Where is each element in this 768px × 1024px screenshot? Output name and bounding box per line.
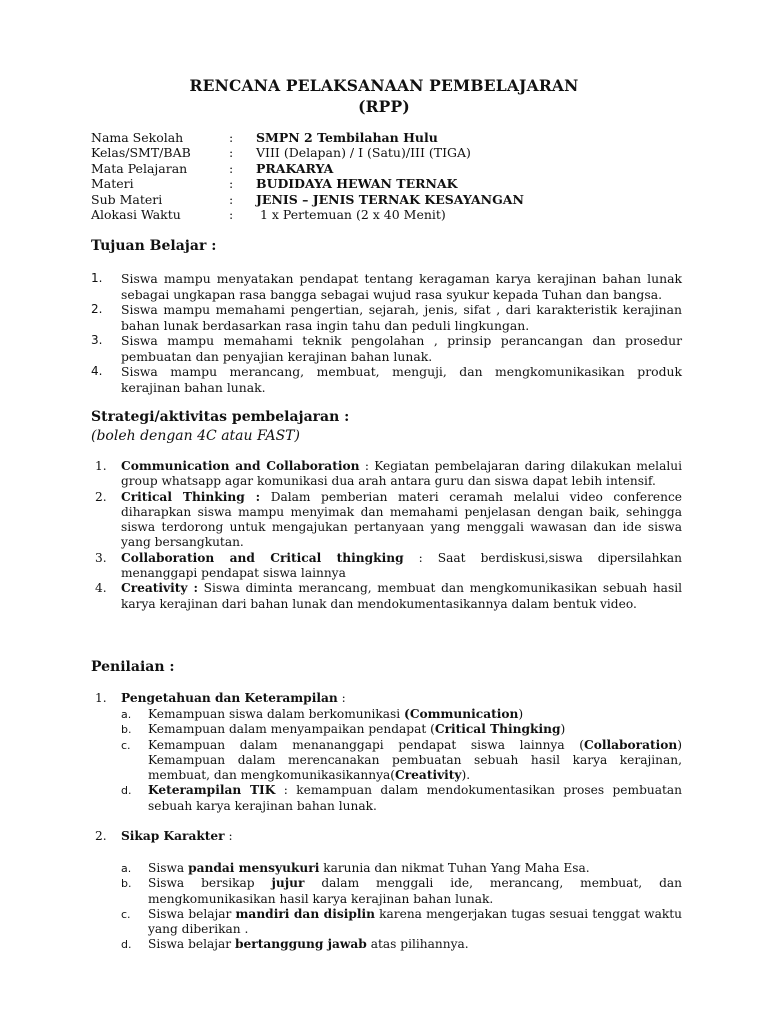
list-item bbox=[91, 581, 682, 612]
list-number: 3. bbox=[91, 333, 103, 347]
list-number: 4. bbox=[91, 364, 103, 378]
list-bold-text: Creativity : bbox=[121, 581, 198, 596]
list-text: karena mengerjakan tugas sesuai tenggat waktu yang diberikan . bbox=[148, 906, 682, 937]
section-subheading-strategi: (boleh dengan 4C atau FAST) bbox=[91, 428, 300, 444]
identity-row bbox=[91, 176, 524, 191]
list-number: 1. bbox=[95, 691, 107, 705]
list-text: Kemampuan dalam menananggapi pendapat siswa lainnya ( bbox=[148, 737, 585, 752]
identity-row bbox=[91, 130, 524, 145]
identity-row bbox=[91, 207, 524, 222]
list-bold-text: pandai mensyukuri bbox=[188, 861, 320, 875]
section-title-wrap bbox=[121, 691, 346, 706]
list-text: Kemampuan siswa dalam berkomunikasi bbox=[148, 707, 405, 721]
document-subtitle: (RPP) bbox=[358, 97, 410, 116]
list-bold-text: mandiri dan disiplin bbox=[235, 906, 375, 921]
list-bold-text: Collaboration and Critical thingking bbox=[121, 550, 404, 565]
list-number: 3. bbox=[95, 550, 107, 565]
identity-colon: : bbox=[229, 206, 234, 222]
section-heading-tujuan: Tujuan Belajar : bbox=[91, 238, 217, 254]
list-text: ) bbox=[518, 707, 524, 721]
list-text: karunia dan nikmat Tuhan Yang Maha Esa. bbox=[319, 861, 590, 875]
list-item bbox=[91, 459, 682, 490]
identity-label: Sub Materi bbox=[91, 191, 163, 207]
identity-value: PRAKARYA bbox=[256, 160, 334, 176]
identity-label: Nama Sekolah bbox=[91, 130, 184, 145]
list-item bbox=[121, 876, 682, 907]
identity-label: Alokasi Waktu bbox=[91, 206, 181, 222]
identity-colon: : bbox=[229, 130, 234, 145]
list-letter: a. bbox=[121, 862, 132, 875]
list-bold-text: Critical Thinking : bbox=[121, 489, 261, 504]
list-number: 2. bbox=[95, 829, 107, 843]
identity-row bbox=[91, 161, 524, 176]
list-text: Siswa mampu merancang, membuat, menguji, dan mengkomunikasikan produk kerajinan bahan lunak. bbox=[121, 364, 682, 395]
list-bold-text: Communication and Collaboration bbox=[121, 459, 360, 473]
identity-label: Mata Pelajaran bbox=[91, 160, 188, 176]
list-bold-text: (Communication bbox=[404, 707, 519, 721]
identity-value: SMPN 2 Tembilahan Hulu bbox=[256, 130, 438, 145]
penilaian-section-2-list bbox=[121, 861, 682, 953]
list-text: Siswa bersikap bbox=[148, 876, 272, 891]
list-text: Siswa belajar bbox=[148, 937, 235, 952]
list-item bbox=[91, 333, 682, 364]
identity-value: VIII (Delapan) / I (Satu)/III (TIGA) bbox=[256, 145, 471, 161]
identity-colon: : bbox=[229, 176, 234, 192]
identity-colon: : bbox=[229, 160, 234, 176]
identity-label: Kelas/SMT/BAB bbox=[91, 145, 191, 161]
list-text: dalam menggali ide, merancang, membuat, dan mengkomunikasikan hasil karya kerajinan bahan lunak. bbox=[148, 876, 682, 906]
list-number: 1. bbox=[95, 459, 107, 473]
list-text: : Saat berdiskusi,siswa dipersilahkan menanggapi pendapat siswa lainnya bbox=[121, 550, 682, 581]
list-bold-text: Critical Thingking bbox=[434, 722, 561, 737]
list-number: 4. bbox=[95, 581, 107, 596]
identity-row bbox=[91, 145, 524, 160]
identity-value: BUDIDAYA HEWAN TERNAK bbox=[256, 176, 458, 192]
list-item bbox=[121, 707, 682, 722]
list-text: ) bbox=[560, 722, 566, 737]
list-text: Dalam pemberian materi ceramah melalui video conference diharapkan siswa mampu menyimak dan memahami penjelasan dengan baik, sehingga siswa terdorong untuk mengajukan pertanyaan yang menggali wawasan dan ide siswa yang bersangkutan. bbox=[121, 489, 682, 550]
list-bold-text: bertanggung jawab bbox=[235, 937, 367, 952]
identity-colon: : bbox=[229, 145, 234, 161]
list-text: Siswa belajar bbox=[148, 906, 236, 921]
list-text: ) Kemampuan dalam merencanakan pembuatan sebuah hasil karya kerajinan, membuat, dan mengkomunikasikannya( bbox=[148, 737, 682, 783]
identity-table bbox=[91, 130, 524, 222]
list-number: 2. bbox=[95, 489, 107, 504]
list-text: ). bbox=[461, 768, 471, 783]
list-item bbox=[121, 937, 682, 952]
list-text: Siswa mampu memahami teknik pengolahan , prinsip perancangan dan prosedur pembuatan dan penyajian kerajinan bahan lunak. bbox=[121, 333, 682, 364]
list-item bbox=[121, 783, 682, 814]
list-bold-text: jujur bbox=[271, 876, 305, 891]
list-item bbox=[121, 738, 682, 784]
list-item bbox=[91, 364, 682, 395]
list-bold-text: Collaboration bbox=[584, 737, 678, 752]
list-number: 1. bbox=[91, 271, 103, 285]
list-item bbox=[121, 861, 682, 876]
list-bold-text: Creativity bbox=[395, 768, 462, 783]
list-number: 2. bbox=[91, 302, 103, 316]
identity-label: Materi bbox=[91, 176, 134, 192]
list-item bbox=[91, 490, 682, 551]
list-letter: d. bbox=[121, 784, 132, 798]
section-title: Pengetahuan dan Keterampilan bbox=[121, 691, 338, 705]
section-title: Sikap Karakter bbox=[121, 829, 225, 843]
document-title: RENCANA PELAKSANAAN PEMBELAJARAN bbox=[189, 76, 579, 95]
list-item bbox=[91, 302, 682, 333]
list-letter: a. bbox=[121, 708, 132, 721]
strategi-list bbox=[91, 459, 682, 612]
section-heading-penilaian: Penilaian : bbox=[91, 659, 175, 675]
list-letter: c. bbox=[121, 738, 131, 752]
section-title-suffix: : bbox=[224, 829, 233, 843]
list-text: Siswa mampu memahami pengertian, sejarah, jenis, sifat , dari karakteristik kerajinan bahan lunak berdasarkan rasa ingin tahu dan peduli lingkungan. bbox=[121, 302, 682, 333]
list-text: atas pilihannya. bbox=[366, 937, 469, 952]
identity-colon: : bbox=[229, 191, 234, 207]
identity-value: 1 x Pertemuan (2 x 40 Menit) bbox=[256, 206, 446, 222]
list-text: Kemampuan dalam menyampaikan pendapat ( bbox=[148, 722, 435, 737]
tujuan-list bbox=[91, 271, 682, 395]
list-item bbox=[121, 907, 682, 938]
list-item bbox=[121, 722, 682, 737]
list-letter: b. bbox=[121, 723, 132, 737]
penilaian-section-1-list bbox=[121, 707, 682, 814]
list-text: Siswa mampu menyatakan pendapat tentang keragaman karya kerajinan bahan lunak sebagai ungkapan rasa bangga sebagai wujud rasa syukur kepada Tuhan dan bangsa. bbox=[121, 271, 682, 302]
list-text: Siswa bbox=[148, 861, 189, 875]
identity-row bbox=[91, 192, 524, 207]
section-title-wrap bbox=[121, 829, 233, 844]
list-item bbox=[91, 551, 682, 582]
list-letter: b. bbox=[121, 877, 132, 891]
list-text: : Kegiatan pembelajaran daring dilakukan melalui group whatsapp agar komunikasi dua arah antara guru dan siswa dapat lebih intensif. bbox=[121, 459, 682, 489]
list-letter: d. bbox=[121, 938, 132, 952]
list-bold-text: Keterampilan TIK bbox=[148, 783, 276, 798]
list-item bbox=[91, 271, 682, 302]
list-letter: c. bbox=[121, 907, 131, 921]
section-title-suffix: : bbox=[337, 691, 346, 705]
identity-value: JENIS – JENIS TERNAK KESAYANGAN bbox=[256, 191, 524, 207]
list-text: Siswa diminta merancang, membuat dan mengkomunikasikan sebuah hasil karya kerajinan dari bahan lunak dan mendokumentasikannya dalam bentuk video. bbox=[121, 581, 682, 611]
list-text: : kemampuan dalam mendokumentasikan proses pembuatan sebuah karya kerajinan bahan lunak. bbox=[148, 783, 683, 813]
section-heading-strategi: Strategi/aktivitas pembelajaran : bbox=[91, 409, 350, 425]
